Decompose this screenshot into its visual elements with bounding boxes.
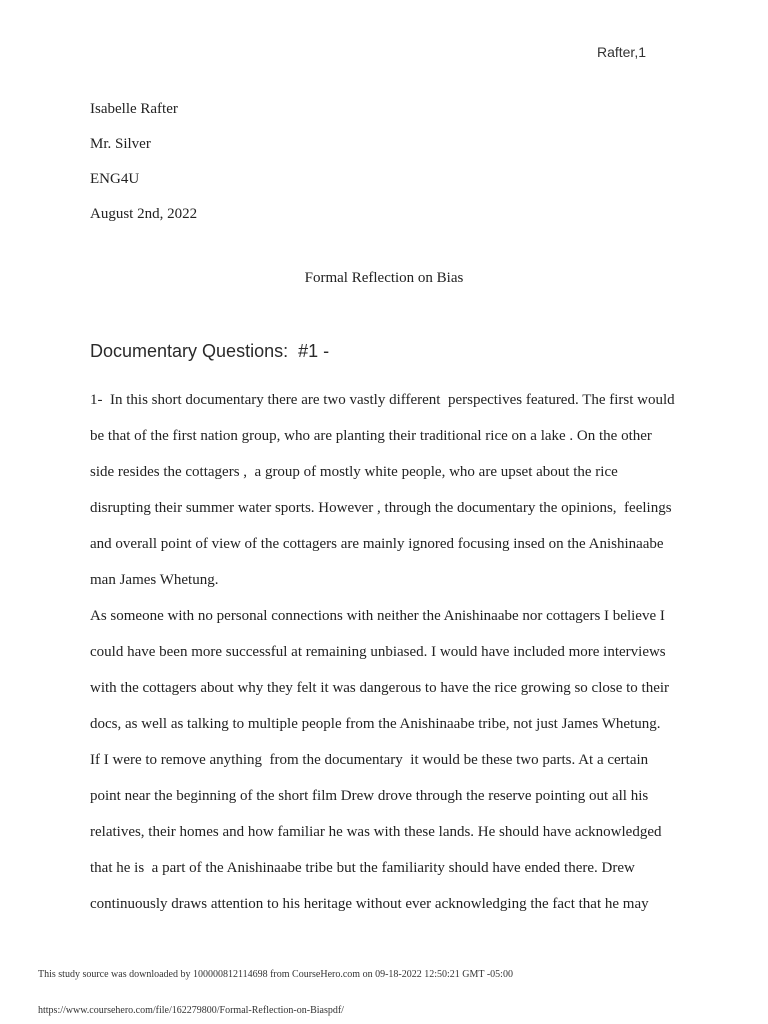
download-note: This study source was downloaded by 100000812114698 from CourseHero.com on 09-18-2022 12:50:21 GMT -05:00 bbox=[38, 969, 513, 980]
text-line: man James Whetung. bbox=[90, 572, 219, 588]
source-url: https://www.coursehero.com/file/162279800/Formal-Reflection-on-Biaspdf/ bbox=[38, 1005, 344, 1016]
teacher-name: Mr. Silver bbox=[90, 136, 151, 152]
text-line: be that of the first nation group, who are planting their traditional rice on a lake . On the other bbox=[90, 428, 652, 444]
document-title: Formal Reflection on Bias bbox=[304, 270, 464, 286]
text-line: 1- In this short documentary there are two vastly different perspectives featured. The first would bbox=[90, 392, 675, 408]
text-line: docs, as well as talking to multiple people from the Anishinaabe tribe, not just James Whetung. bbox=[90, 716, 661, 732]
text-line: As someone with no personal connections with neither the Anishinaabe nor cottagers I believe I bbox=[90, 608, 665, 624]
text-line: relatives, their homes and how familiar he was with these lands. He should have acknowledged bbox=[90, 824, 662, 840]
text-line: could have been more successful at remaining unbiased. I would have included more interviews bbox=[90, 644, 666, 660]
text-line: point near the beginning of the short film Drew drove through the reserve pointing out all his bbox=[90, 788, 649, 804]
page-header: Rafter,1 bbox=[596, 44, 646, 60]
text-line: that he is a part of the Anishinaabe tribe but the familiarity should have ended there. Drew bbox=[90, 860, 635, 876]
course-code: ENG4U bbox=[90, 171, 140, 187]
text-line: If I were to remove anything from the documentary it would be these two parts. At a certain bbox=[90, 752, 649, 768]
text-line: with the cottagers about why they felt it was dangerous to have the rice growing so close to their bbox=[90, 680, 670, 696]
student-name: Isabelle Rafter bbox=[90, 101, 178, 117]
text-line: and overall point of view of the cottagers are mainly ignored focusing insed on the Anishinaabe bbox=[90, 536, 664, 552]
section-heading: Documentary Questions: #1 - bbox=[90, 341, 330, 361]
text-line: disrupting their summer water sports. However , through the documentary the opinions, feelings bbox=[90, 500, 672, 516]
body-text bbox=[90, 382, 680, 922]
text-line: side resides the cottagers , a group of mostly white people, who are upset about the rice bbox=[90, 464, 618, 480]
document-date: August 2nd, 2022 bbox=[90, 206, 198, 222]
mla-heading-block bbox=[90, 92, 197, 232]
text-line: continuously draws attention to his heritage without ever acknowledging the fact that he may bbox=[90, 896, 649, 912]
